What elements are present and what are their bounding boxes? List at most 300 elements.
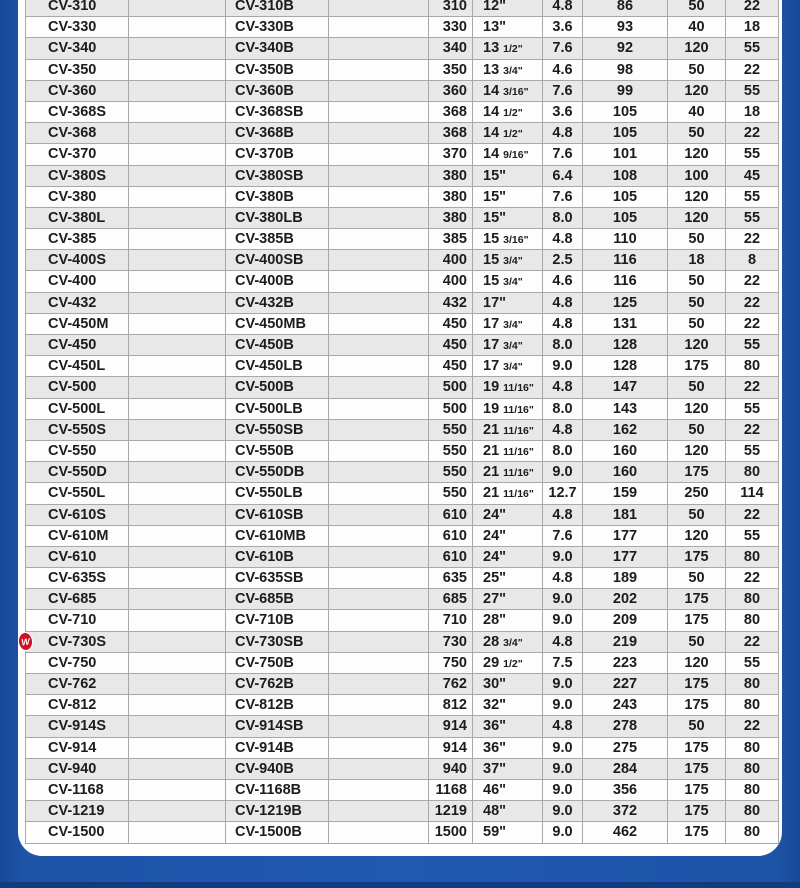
model-cell: CV-1500 xyxy=(26,822,129,842)
value-cell: 105 xyxy=(583,102,668,122)
value-cell: 223 xyxy=(583,653,668,673)
spacer-cell xyxy=(129,293,226,313)
size-in-cell: 19 11/16" xyxy=(473,399,543,419)
value-cell: 147 xyxy=(583,377,668,397)
spacer-cell xyxy=(329,822,429,842)
size-mm-cell: 432 xyxy=(429,293,473,313)
size-mm-cell: 500 xyxy=(429,399,473,419)
size-mm-cell: 450 xyxy=(429,356,473,376)
table-row xyxy=(26,60,779,81)
size-in-cell: 29 1/2" xyxy=(473,653,543,673)
spacer-cell xyxy=(129,399,226,419)
thickness-cell: 4.6 xyxy=(543,271,583,291)
model-cell: CV-550D xyxy=(26,462,129,482)
value-cell: 120 xyxy=(668,335,726,355)
table-row xyxy=(26,716,779,737)
thickness-cell: 9.0 xyxy=(543,780,583,800)
table-row xyxy=(26,293,779,314)
table-row xyxy=(26,674,779,695)
table-row xyxy=(26,0,779,17)
model-b-cell: CV-450MB xyxy=(226,314,329,334)
thickness-cell: 9.0 xyxy=(543,547,583,567)
model-cell: CV-368S xyxy=(26,102,129,122)
value-cell: 116 xyxy=(583,250,668,270)
size-in-cell: 24" xyxy=(473,505,543,525)
model-cell: CV-730S xyxy=(26,632,129,652)
value-cell: 175 xyxy=(668,356,726,376)
thickness-cell: 4.8 xyxy=(543,716,583,736)
value-cell: 120 xyxy=(668,526,726,546)
spacer-cell xyxy=(329,356,429,376)
thickness-cell: 3.6 xyxy=(543,17,583,37)
size-in-cell: 48" xyxy=(473,801,543,821)
table-row xyxy=(26,462,779,483)
size-mm-cell: 400 xyxy=(429,250,473,270)
model-b-cell: CV-500B xyxy=(226,377,329,397)
value-cell: 101 xyxy=(583,144,668,164)
value-cell: 219 xyxy=(583,632,668,652)
table-row xyxy=(26,589,779,610)
value-cell: 125 xyxy=(583,293,668,313)
size-fraction: 3/4" xyxy=(503,64,523,77)
size-mm-cell: 1168 xyxy=(429,780,473,800)
thickness-cell: 4.8 xyxy=(543,420,583,440)
size-mm-cell: 550 xyxy=(429,483,473,503)
model-b-cell: CV-1500B xyxy=(226,822,329,842)
value-cell: 86 xyxy=(583,0,668,16)
spacer-cell xyxy=(129,314,226,334)
value-cell: 22 xyxy=(726,271,779,291)
model-b-cell: CV-914B xyxy=(226,738,329,758)
value-cell: 250 xyxy=(668,483,726,503)
thickness-cell: 4.8 xyxy=(543,229,583,249)
size-fraction: 3/16" xyxy=(503,85,529,98)
size-in-cell: 12" xyxy=(473,0,543,16)
spacer-cell xyxy=(329,229,429,249)
value-cell: 22 xyxy=(726,314,779,334)
model-cell: CV-330 xyxy=(26,17,129,37)
spacer-cell xyxy=(129,462,226,482)
size-in-cell: 24" xyxy=(473,547,543,567)
size-in-cell: 13 1/2" xyxy=(473,38,543,58)
thickness-cell: 12.7 xyxy=(543,483,583,503)
size-in-cell: 17 3/4" xyxy=(473,314,543,334)
value-cell: 110 xyxy=(583,229,668,249)
size-mm-cell: 400 xyxy=(429,271,473,291)
model-b-cell: CV-550SB xyxy=(226,420,329,440)
value-cell: 120 xyxy=(668,81,726,101)
value-cell: 55 xyxy=(726,335,779,355)
spacer-cell xyxy=(129,632,226,652)
spacer-cell xyxy=(329,738,429,758)
size-in-cell: 14 1/2" xyxy=(473,123,543,143)
value-cell: 160 xyxy=(583,441,668,461)
table-row xyxy=(26,399,779,420)
size-in-cell: 59" xyxy=(473,822,543,842)
spacer-cell xyxy=(329,102,429,122)
value-cell: 22 xyxy=(726,505,779,525)
value-cell: 50 xyxy=(668,377,726,397)
spacer-cell xyxy=(129,187,226,207)
thickness-cell: 2.5 xyxy=(543,250,583,270)
spacer-cell xyxy=(129,505,226,525)
table-row xyxy=(26,81,779,102)
size-in-cell: 46" xyxy=(473,780,543,800)
spacer-cell xyxy=(329,695,429,715)
table-row xyxy=(26,526,779,547)
size-in-cell: 15" xyxy=(473,187,543,207)
value-cell: 175 xyxy=(668,610,726,630)
table-row xyxy=(26,632,779,653)
size-in-cell: 17 3/4" xyxy=(473,335,543,355)
model-b-cell: CV-350B xyxy=(226,60,329,80)
size-fraction: 1/2" xyxy=(503,43,523,56)
spacer-cell xyxy=(129,102,226,122)
bottom-divider xyxy=(0,882,800,888)
value-cell: 175 xyxy=(668,738,726,758)
spacer-cell xyxy=(329,483,429,503)
model-cell: CV-940 xyxy=(26,759,129,779)
model-cell: CV-360 xyxy=(26,81,129,101)
thickness-cell: 4.8 xyxy=(543,568,583,588)
value-cell: 356 xyxy=(583,780,668,800)
spacer-cell xyxy=(329,547,429,567)
size-mm-cell: 1219 xyxy=(429,801,473,821)
size-mm-cell: 750 xyxy=(429,653,473,673)
size-mm-cell: 340 xyxy=(429,38,473,58)
value-cell: 18 xyxy=(668,250,726,270)
size-mm-cell: 685 xyxy=(429,589,473,609)
value-cell: 8 xyxy=(726,250,779,270)
value-cell: 55 xyxy=(726,187,779,207)
table-row xyxy=(26,505,779,526)
spacer-cell xyxy=(129,526,226,546)
value-cell: 22 xyxy=(726,377,779,397)
size-fraction: 1/2" xyxy=(503,128,523,141)
value-cell: 50 xyxy=(668,293,726,313)
value-cell: 462 xyxy=(583,822,668,842)
value-cell: 120 xyxy=(668,187,726,207)
model-b-cell: CV-360B xyxy=(226,81,329,101)
value-cell: 55 xyxy=(726,653,779,673)
value-cell: 50 xyxy=(668,271,726,291)
model-b-cell: CV-310B xyxy=(226,0,329,16)
value-cell: 202 xyxy=(583,589,668,609)
value-cell: 22 xyxy=(726,716,779,736)
value-cell: 50 xyxy=(668,123,726,143)
model-b-cell: CV-610B xyxy=(226,547,329,567)
table-row xyxy=(26,166,779,187)
model-b-cell: CV-550B xyxy=(226,441,329,461)
value-cell: 50 xyxy=(668,0,726,16)
size-in-cell: 21 11/16" xyxy=(473,483,543,503)
model-b-cell: CV-385B xyxy=(226,229,329,249)
value-cell: 99 xyxy=(583,81,668,101)
model-cell: CV-750 xyxy=(26,653,129,673)
value-cell: 175 xyxy=(668,589,726,609)
size-in-cell: 21 11/16" xyxy=(473,462,543,482)
model-cell: CV-380L xyxy=(26,208,129,228)
value-cell: 98 xyxy=(583,60,668,80)
table-row xyxy=(26,377,779,398)
size-in-cell: 28" xyxy=(473,610,543,630)
table-row xyxy=(26,801,779,822)
thickness-cell: 4.8 xyxy=(543,632,583,652)
thickness-cell: 4.8 xyxy=(543,293,583,313)
thickness-cell: 8.0 xyxy=(543,441,583,461)
value-cell: 128 xyxy=(583,335,668,355)
model-cell: CV-550L xyxy=(26,483,129,503)
model-b-cell: CV-450LB xyxy=(226,356,329,376)
value-cell: 80 xyxy=(726,589,779,609)
table-row xyxy=(26,356,779,377)
size-fraction: 11/16" xyxy=(503,488,534,501)
size-fraction: 1/2" xyxy=(503,106,523,119)
table-row xyxy=(26,187,779,208)
thickness-cell: 8.0 xyxy=(543,208,583,228)
model-cell: CV-400 xyxy=(26,271,129,291)
new-badge-label: W xyxy=(20,635,31,648)
spacer-cell xyxy=(129,38,226,58)
value-cell: 105 xyxy=(583,208,668,228)
size-in-cell: 32" xyxy=(473,695,543,715)
size-in-cell: 17" xyxy=(473,293,543,313)
table-row xyxy=(26,759,779,780)
value-cell: 181 xyxy=(583,505,668,525)
model-cell: CV-1219 xyxy=(26,801,129,821)
value-cell: 18 xyxy=(726,102,779,122)
value-cell: 50 xyxy=(668,314,726,334)
spacer-cell xyxy=(329,399,429,419)
value-cell: 40 xyxy=(668,102,726,122)
model-cell: CV-710 xyxy=(26,610,129,630)
size-fraction: 1/2" xyxy=(503,657,523,670)
thickness-cell: 4.8 xyxy=(543,123,583,143)
size-mm-cell: 310 xyxy=(429,0,473,16)
table-row xyxy=(26,102,779,123)
size-fraction: 11/16" xyxy=(503,467,534,480)
spacer-cell xyxy=(329,716,429,736)
spacer-cell xyxy=(129,738,226,758)
value-cell: 55 xyxy=(726,526,779,546)
model-b-cell: CV-400SB xyxy=(226,250,329,270)
value-cell: 92 xyxy=(583,38,668,58)
spacer-cell xyxy=(129,716,226,736)
spacer-cell xyxy=(129,208,226,228)
model-cell: CV-385 xyxy=(26,229,129,249)
size-mm-cell: 762 xyxy=(429,674,473,694)
size-in-cell: 36" xyxy=(473,738,543,758)
table-row xyxy=(26,38,779,59)
thickness-cell: 9.0 xyxy=(543,610,583,630)
size-in-cell: 30" xyxy=(473,674,543,694)
spacer-cell xyxy=(329,335,429,355)
thickness-cell: 3.6 xyxy=(543,102,583,122)
thickness-cell: 9.0 xyxy=(543,801,583,821)
table-row xyxy=(26,420,779,441)
value-cell: 128 xyxy=(583,356,668,376)
model-b-cell: CV-550DB xyxy=(226,462,329,482)
spacer-cell xyxy=(329,759,429,779)
value-cell: 50 xyxy=(668,505,726,525)
model-b-cell: CV-432B xyxy=(226,293,329,313)
size-fraction: 3/4" xyxy=(503,276,523,289)
value-cell: 50 xyxy=(668,420,726,440)
value-cell: 372 xyxy=(583,801,668,821)
model-cell: CV-450L xyxy=(26,356,129,376)
model-b-cell: CV-1219B xyxy=(226,801,329,821)
spacer-cell xyxy=(129,250,226,270)
model-b-cell: CV-500LB xyxy=(226,399,329,419)
size-mm-cell: 610 xyxy=(429,547,473,567)
thickness-cell: 7.6 xyxy=(543,526,583,546)
value-cell: 114 xyxy=(726,483,779,503)
value-cell: 177 xyxy=(583,547,668,567)
spacer-cell xyxy=(129,81,226,101)
value-cell: 22 xyxy=(726,60,779,80)
size-fraction: 11/16" xyxy=(503,424,534,437)
model-cell: CV-350 xyxy=(26,60,129,80)
model-b-cell: CV-685B xyxy=(226,589,329,609)
value-cell: 80 xyxy=(726,610,779,630)
size-in-cell: 15" xyxy=(473,208,543,228)
size-in-cell: 13" xyxy=(473,17,543,37)
value-cell: 243 xyxy=(583,695,668,715)
value-cell: 175 xyxy=(668,780,726,800)
thickness-cell: 4.8 xyxy=(543,377,583,397)
value-cell: 22 xyxy=(726,568,779,588)
table-row xyxy=(26,822,779,843)
spacer-cell xyxy=(329,568,429,588)
size-fraction: 11/16" xyxy=(503,445,534,458)
value-cell: 22 xyxy=(726,632,779,652)
spacer-cell xyxy=(329,314,429,334)
spacer-cell xyxy=(129,759,226,779)
model-b-cell: CV-710B xyxy=(226,610,329,630)
spacer-cell xyxy=(129,695,226,715)
model-cell: CV-550S xyxy=(26,420,129,440)
size-mm-cell: 380 xyxy=(429,208,473,228)
spacer-cell xyxy=(329,81,429,101)
spacer-cell xyxy=(329,271,429,291)
size-mm-cell: 550 xyxy=(429,441,473,461)
spacer-cell xyxy=(129,547,226,567)
value-cell: 22 xyxy=(726,0,779,16)
model-b-cell: CV-330B xyxy=(226,17,329,37)
spacer-cell xyxy=(129,589,226,609)
spacer-cell xyxy=(129,17,226,37)
size-mm-cell: 812 xyxy=(429,695,473,715)
table-row xyxy=(26,314,779,335)
model-b-cell: CV-635SB xyxy=(226,568,329,588)
thickness-cell: 9.0 xyxy=(543,822,583,842)
value-cell: 120 xyxy=(668,399,726,419)
model-b-cell: CV-340B xyxy=(226,38,329,58)
value-cell: 275 xyxy=(583,738,668,758)
spacer-cell xyxy=(329,38,429,58)
value-cell: 18 xyxy=(726,17,779,37)
spacer-cell xyxy=(329,589,429,609)
thickness-cell: 7.6 xyxy=(543,144,583,164)
size-mm-cell: 380 xyxy=(429,166,473,186)
table-row xyxy=(26,123,779,144)
model-b-cell: CV-812B xyxy=(226,695,329,715)
model-b-cell: CV-368SB xyxy=(226,102,329,122)
value-cell: 55 xyxy=(726,208,779,228)
model-cell: CV-685 xyxy=(26,589,129,609)
value-cell: 22 xyxy=(726,420,779,440)
value-cell: 284 xyxy=(583,759,668,779)
size-mm-cell: 550 xyxy=(429,420,473,440)
value-cell: 50 xyxy=(668,716,726,736)
size-fraction: 3/16" xyxy=(503,234,529,247)
value-cell: 80 xyxy=(726,547,779,567)
model-cell: CV-432 xyxy=(26,293,129,313)
value-cell: 55 xyxy=(726,399,779,419)
model-b-cell: CV-380B xyxy=(226,187,329,207)
size-mm-cell: 500 xyxy=(429,377,473,397)
value-cell: 45 xyxy=(726,166,779,186)
size-mm-cell: 940 xyxy=(429,759,473,779)
value-cell: 175 xyxy=(668,547,726,567)
size-in-cell: 27" xyxy=(473,589,543,609)
spacer-cell xyxy=(329,250,429,270)
model-cell: CV-610 xyxy=(26,547,129,567)
value-cell: 120 xyxy=(668,38,726,58)
table-row xyxy=(26,271,779,292)
value-cell: 55 xyxy=(726,441,779,461)
value-cell: 55 xyxy=(726,81,779,101)
spacer-cell xyxy=(129,483,226,503)
spacer-cell xyxy=(329,780,429,800)
spec-table xyxy=(25,0,779,844)
value-cell: 177 xyxy=(583,526,668,546)
size-fraction: 3/4" xyxy=(503,340,523,352)
value-cell: 80 xyxy=(726,356,779,376)
model-b-cell: CV-750B xyxy=(226,653,329,673)
model-cell: CV-610M xyxy=(26,526,129,546)
value-cell: 227 xyxy=(583,674,668,694)
spacer-cell xyxy=(129,229,226,249)
thickness-cell: 4.8 xyxy=(543,505,583,525)
model-b-cell: CV-380SB xyxy=(226,166,329,186)
spacer-cell xyxy=(129,568,226,588)
size-mm-cell: 350 xyxy=(429,60,473,80)
size-fraction: 3/4" xyxy=(503,318,523,331)
spacer-cell xyxy=(329,526,429,546)
value-cell: 120 xyxy=(668,208,726,228)
thickness-cell: 9.0 xyxy=(543,674,583,694)
value-cell: 131 xyxy=(583,314,668,334)
thickness-cell: 9.0 xyxy=(543,738,583,758)
thickness-cell: 7.6 xyxy=(543,187,583,207)
size-mm-cell: 450 xyxy=(429,335,473,355)
model-cell: CV-550 xyxy=(26,441,129,461)
size-mm-cell: 610 xyxy=(429,526,473,546)
model-b-cell: CV-610MB xyxy=(226,526,329,546)
spacer-cell xyxy=(129,271,226,291)
thickness-cell: 4.8 xyxy=(543,0,583,16)
value-cell: 175 xyxy=(668,462,726,482)
value-cell: 80 xyxy=(726,822,779,842)
size-in-cell: 19 11/16" xyxy=(473,377,543,397)
table-row xyxy=(26,144,779,165)
size-in-cell: 15 3/16" xyxy=(473,229,543,249)
value-cell: 175 xyxy=(668,801,726,821)
size-mm-cell: 710 xyxy=(429,610,473,630)
value-cell: 50 xyxy=(668,229,726,249)
spacer-cell xyxy=(329,144,429,164)
